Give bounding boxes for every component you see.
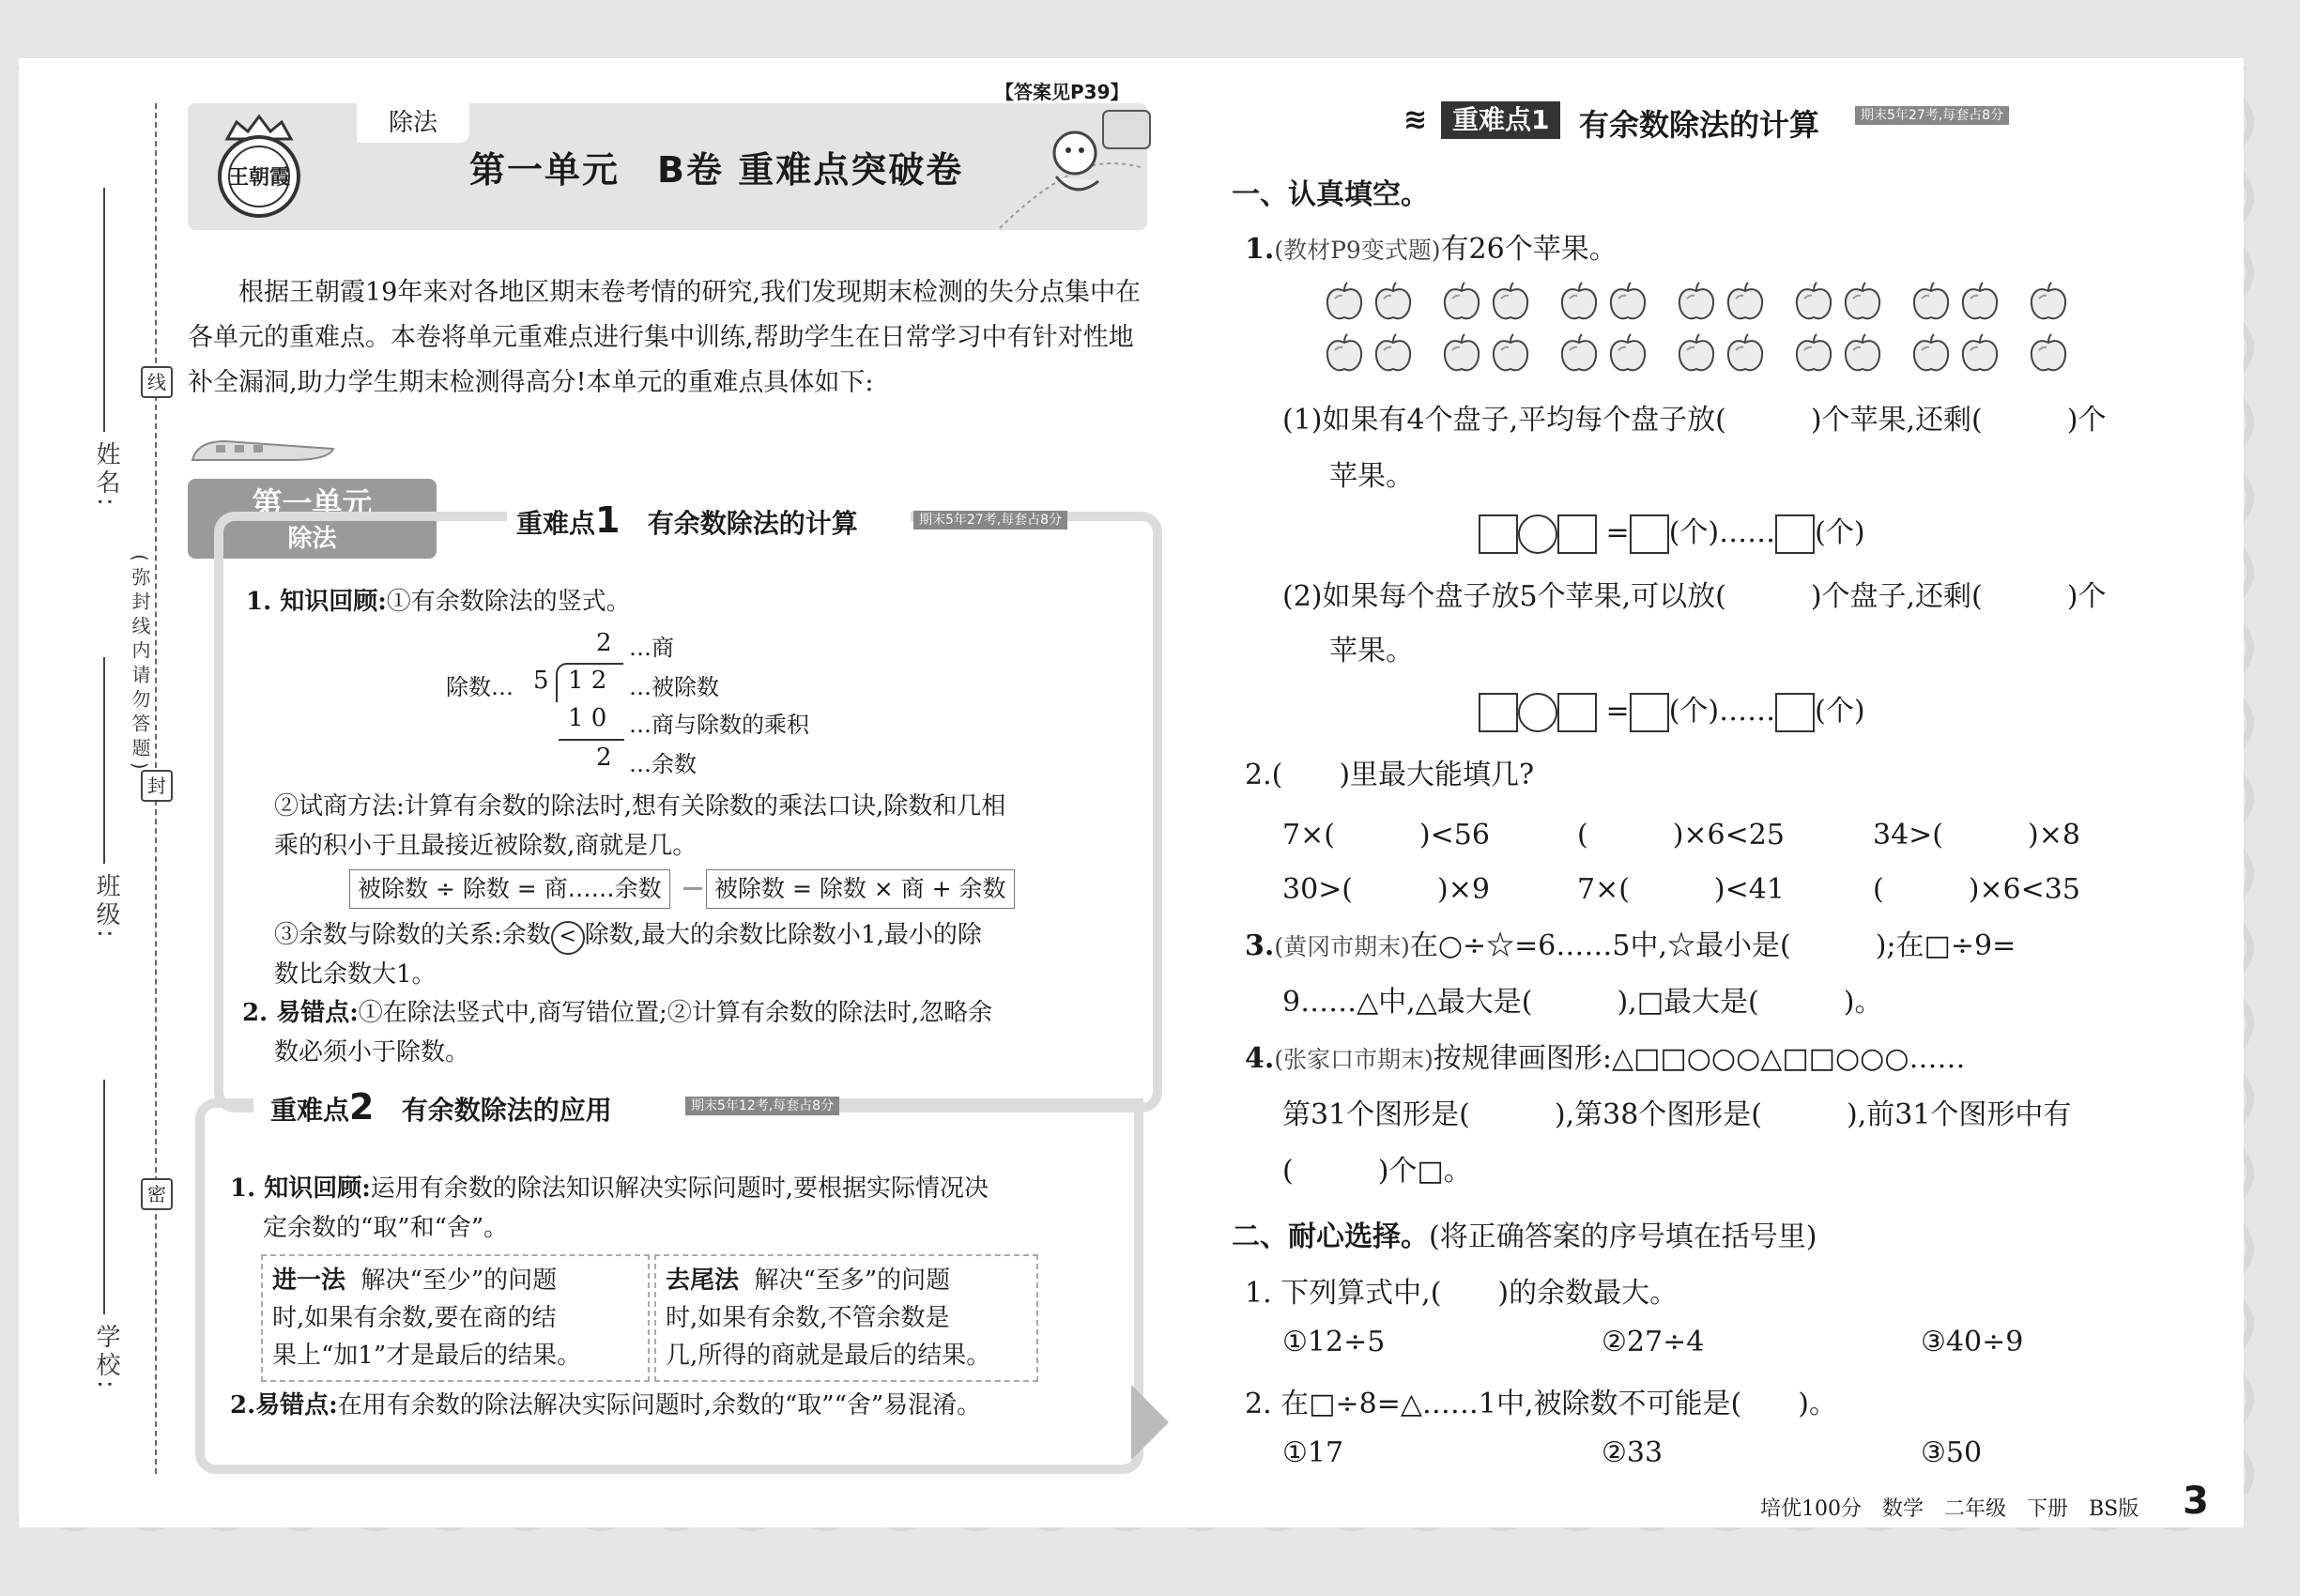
product: 1 0	[568, 704, 607, 732]
apple-icon	[1793, 282, 1834, 323]
right-head-label: 重难点1	[1441, 101, 1560, 139]
floor-title: 去尾法	[666, 1266, 740, 1295]
school-field[interactable]	[103, 1080, 105, 1314]
header-tag: 除法	[357, 103, 469, 143]
answer-box[interactable]	[1557, 693, 1597, 732]
answer-box[interactable]	[1775, 693, 1815, 732]
answer-box[interactable]	[1630, 693, 1669, 732]
section-2-title: 二、耐心选择。	[1232, 1220, 1429, 1253]
section-1-title: 一、认真填空。	[1232, 178, 1429, 211]
q3-a: 在○÷☆=6……5中,☆最小是( );在□÷9=	[1409, 929, 2016, 962]
kp1-title: 有余数除法的计算	[647, 508, 858, 539]
choice-1-option-b[interactable]: ②27÷4	[1602, 1326, 1705, 1358]
choice-2-text: 2. 在□÷8=△……1中,被除数不可能是( )。	[1245, 1388, 1837, 1420]
apple-icon	[1441, 333, 1482, 375]
q1-2a: (2)如果每个盘子放5个苹果,可以放( )个盘子,还剩( )个	[1282, 580, 2107, 613]
kp2-label: 重难点	[270, 1095, 350, 1126]
svg-text:王朝霞: 王朝霞	[227, 165, 291, 190]
kp1-review-3a-pre: ③余数与除数的关系:余数	[274, 921, 551, 949]
divisor-note: 除数…	[446, 674, 514, 700]
formula-check: 被除数 = 除数 × 商 + 余数	[706, 869, 1015, 909]
apple-icon	[1558, 282, 1600, 323]
formula-arrow	[683, 887, 702, 890]
right-head-tag: 期末5年27考,每套占8分	[1855, 106, 2009, 125]
apple-icon	[1842, 282, 1883, 323]
q1-text: 有26个苹果。	[1440, 233, 1618, 266]
mascot-illustration-icon	[990, 101, 1169, 233]
ceiling-title: 进一法	[272, 1266, 346, 1295]
kp2-heading	[253, 1084, 688, 1129]
q3-number: 3.	[1245, 929, 1275, 962]
product-note: …商与除数的乘积	[629, 712, 809, 738]
kp1-number: 1	[595, 499, 621, 541]
floor-method-box	[654, 1254, 1038, 1382]
kp2-err-label: 2.易错点:	[230, 1391, 338, 1420]
choice-2-option-a[interactable]: ①17	[1282, 1436, 1344, 1469]
apple-icon	[1324, 333, 1365, 375]
ceiling-c: 果上“加1”才是最后的结果。	[272, 1342, 582, 1370]
q1-number: 1.	[1245, 233, 1275, 266]
unit-tab-subtitle: 除法	[287, 525, 337, 553]
answer-box[interactable]	[1775, 514, 1815, 554]
div-quotient: 2	[596, 629, 612, 657]
kp1-err-b: 数必须小于除数。	[274, 1038, 470, 1067]
q4-number: 4.	[1245, 1042, 1275, 1075]
class-field[interactable]	[103, 657, 105, 864]
ceiling-method-box	[261, 1254, 650, 1382]
kp1-label: 重难点	[516, 508, 596, 539]
q2-r2-1: 7×( )<41	[1577, 873, 1785, 906]
kp1-review-3b: 数比余数大1。	[274, 960, 437, 989]
kp2-title: 有余数除法的应用	[401, 1095, 612, 1126]
q2-text: 2.( )里最大能填几?	[1245, 759, 1535, 791]
q1-1a: (1)如果有4个盘子,平均每个盘子放( )个苹果,还剩( )个	[1282, 404, 2107, 437]
kp1-exam-tag: 期末5年27考,每套占8分	[913, 511, 1067, 529]
remainder: 2	[596, 744, 612, 772]
q2-r1-2: 34>( )×8	[1873, 819, 2080, 852]
less-than-circle: <	[551, 921, 585, 955]
kp2-review-b: 定余数的“取”和“舍”。	[263, 1214, 509, 1242]
unit-text: (个)	[1815, 695, 1865, 728]
kp2-number: 2	[349, 1086, 375, 1128]
apple-icon	[2028, 333, 2069, 375]
q1-2b: 苹果。	[1329, 635, 1414, 668]
apple-icon	[1372, 282, 1414, 323]
choice-2-option-b[interactable]: ②33	[1602, 1436, 1664, 1469]
seal-secret: 密	[141, 1178, 173, 1210]
equal-sign: =	[1605, 695, 1630, 728]
choice-1-option-a[interactable]: ①12÷5	[1282, 1326, 1386, 1358]
section-2-note: (将正确答案的序号填在括号里)	[1429, 1220, 1817, 1253]
dividend: 1 2	[568, 667, 607, 695]
q4-source: (张家口市期末)	[1274, 1046, 1434, 1073]
apple-icon	[1676, 282, 1717, 323]
division-rule	[559, 739, 624, 741]
div-quotient-note: …商	[629, 635, 674, 661]
wave-icon: ≋	[1403, 103, 1428, 136]
q3-source: (黄冈市期末)	[1274, 933, 1410, 960]
unit-tab-title: 第一单元	[252, 485, 373, 521]
apple-icon	[1324, 282, 1365, 323]
answer-box[interactable]	[1479, 693, 1518, 732]
q1-1-equation	[1479, 509, 1865, 554]
name-field[interactable]	[103, 188, 105, 432]
kp1-review-3a-post: 除数,最大的余数比除数小1,最小的除	[584, 921, 982, 949]
q4-a: 按规律画图形:△□□○○○△□□○○○……	[1433, 1042, 1966, 1075]
choice-1-text: 1. 下列算式中,( )的余数最大。	[1245, 1277, 1679, 1310]
apple-icon	[1842, 333, 1883, 375]
intro-paragraph: 根据王朝霞19年来对各地区期末卷考情的研究,我们发现期末检测的失分点集中在各单元的重难点。本卷将单元重难点进行集中训练,帮助学生在日常学习中有针对性地补全漏洞,助力学生期末检测得高分!本单元的重难点具体如下:	[188, 278, 1141, 397]
class-label: 班级:	[92, 873, 120, 942]
choice-2-option-c[interactable]: ③50	[1921, 1436, 1983, 1469]
dividend-note: …被除数	[629, 674, 719, 700]
apple-icon	[1725, 282, 1766, 323]
seal-line: 线	[141, 366, 173, 398]
answer-box[interactable]	[1557, 514, 1597, 554]
apple-icon	[1959, 282, 2001, 323]
q4-b: 第31个图形是( ),第38个图形是( ),前31个图形中有	[1282, 1098, 2072, 1131]
no-answer-notice: (弥封线内请勿答题)	[129, 554, 151, 775]
apple-icon	[1490, 282, 1531, 323]
publisher-logo-icon	[208, 111, 310, 222]
apple-icon	[1793, 333, 1834, 375]
kp1-review-2b: 乘的积小于且最接近被除数,商就是几。	[274, 832, 698, 860]
operator-circle[interactable]	[1518, 514, 1557, 554]
unit-text: (个)	[1815, 516, 1865, 549]
kp1-err-a: ①在除法竖式中,商写错位置;②计算有余数的除法时,忽略余	[358, 999, 993, 1027]
ceiling-b: 时,如果有余数,要在商的结	[272, 1304, 557, 1332]
apple-icon	[1910, 333, 1952, 375]
answer-box[interactable]	[1479, 514, 1518, 554]
seal-seal: 封	[141, 770, 173, 802]
q1-source: (教材P9变式题)	[1274, 237, 1441, 264]
remainder-note: …余数	[629, 751, 697, 777]
floor-a: 解决“至多”的问题	[754, 1266, 951, 1295]
page-number: 3	[2183, 1480, 2209, 1523]
kp1-heading	[507, 498, 911, 543]
page-corner-arrow-icon	[1131, 1385, 1173, 1465]
page-title: 第一单元 B卷 重难点突破卷	[469, 149, 964, 191]
name-label: 姓名:	[92, 441, 120, 510]
kp2-review-a: 运用有余数的除法知识解决实际问题时,要根据实际情况决	[370, 1174, 989, 1203]
q2-r1-1: ( )×6<25	[1577, 819, 1785, 852]
kp1-review-label: 1. 知识回顾:	[246, 588, 387, 616]
apple-icon	[1959, 333, 2001, 375]
kp1-review-1: ①有余数除法的竖式。	[386, 588, 631, 616]
floor-c: 几,所得的商就是最后的结果。	[666, 1342, 991, 1370]
q2-r2-0: 30>( )×9	[1282, 873, 1490, 906]
q2-r2-2: ( )×6<35	[1873, 873, 2080, 906]
kp2-err: 在用有余数的除法解决实际问题时,余数的“取”“舍”易混淆。	[337, 1391, 982, 1420]
unit-text: (个)……	[1668, 516, 1776, 549]
choice-1-option-c[interactable]: ③40÷9	[1921, 1326, 2024, 1358]
footer-text: 培优100分 数学 二年级 下册 BS版	[1760, 1497, 2139, 1521]
kp2-exam-tag: 期末5年12考,每套占8分	[685, 1097, 839, 1115]
kp1-review-2a: ②试商方法:计算有余数的除法时,想有关除数的乘法口诀,除数和几相	[274, 792, 1006, 821]
apple-icon	[1725, 333, 1766, 375]
apple-icon	[1910, 282, 1952, 323]
q2-r1-0: 7×( )<56	[1282, 819, 1490, 852]
train-icon	[188, 432, 338, 469]
apple-icon	[1372, 333, 1414, 375]
right-head-title: 有余数除法的计算	[1579, 107, 1820, 143]
apple-icon	[1441, 282, 1482, 323]
unit-text: (个)……	[1668, 695, 1776, 728]
school-label: 学校:	[92, 1324, 120, 1392]
formula-division: 被除数 ÷ 除数 = 商……余数	[349, 869, 670, 909]
apple-icon	[1607, 333, 1648, 375]
answer-box[interactable]	[1630, 514, 1669, 554]
apple-icon	[2028, 282, 2069, 323]
kp1-err-label: 2. 易错点:	[242, 999, 359, 1027]
q4-c: ( )个□。	[1282, 1155, 1472, 1188]
floor-b: 时,如果有余数,不管余数是	[666, 1304, 950, 1332]
apple-icon	[1490, 333, 1531, 375]
divisor: 5	[533, 667, 549, 695]
apple-icon	[1676, 333, 1717, 375]
ceiling-a: 解决“至少”的问题	[360, 1266, 558, 1295]
apple-icon	[1558, 333, 1600, 375]
q1-2-equation	[1479, 687, 1865, 732]
answer-reference: 【答案见P39】	[995, 81, 1129, 103]
q3-b: 9……△中,△最大是( ),□最大是( )。	[1282, 986, 1883, 1019]
equal-sign: =	[1605, 516, 1630, 549]
apple-icon	[1607, 282, 1648, 323]
operator-circle[interactable]	[1518, 693, 1557, 732]
q1-1b: 苹果。	[1329, 460, 1414, 493]
kp2-review-label: 1. 知识回顾:	[230, 1174, 371, 1203]
